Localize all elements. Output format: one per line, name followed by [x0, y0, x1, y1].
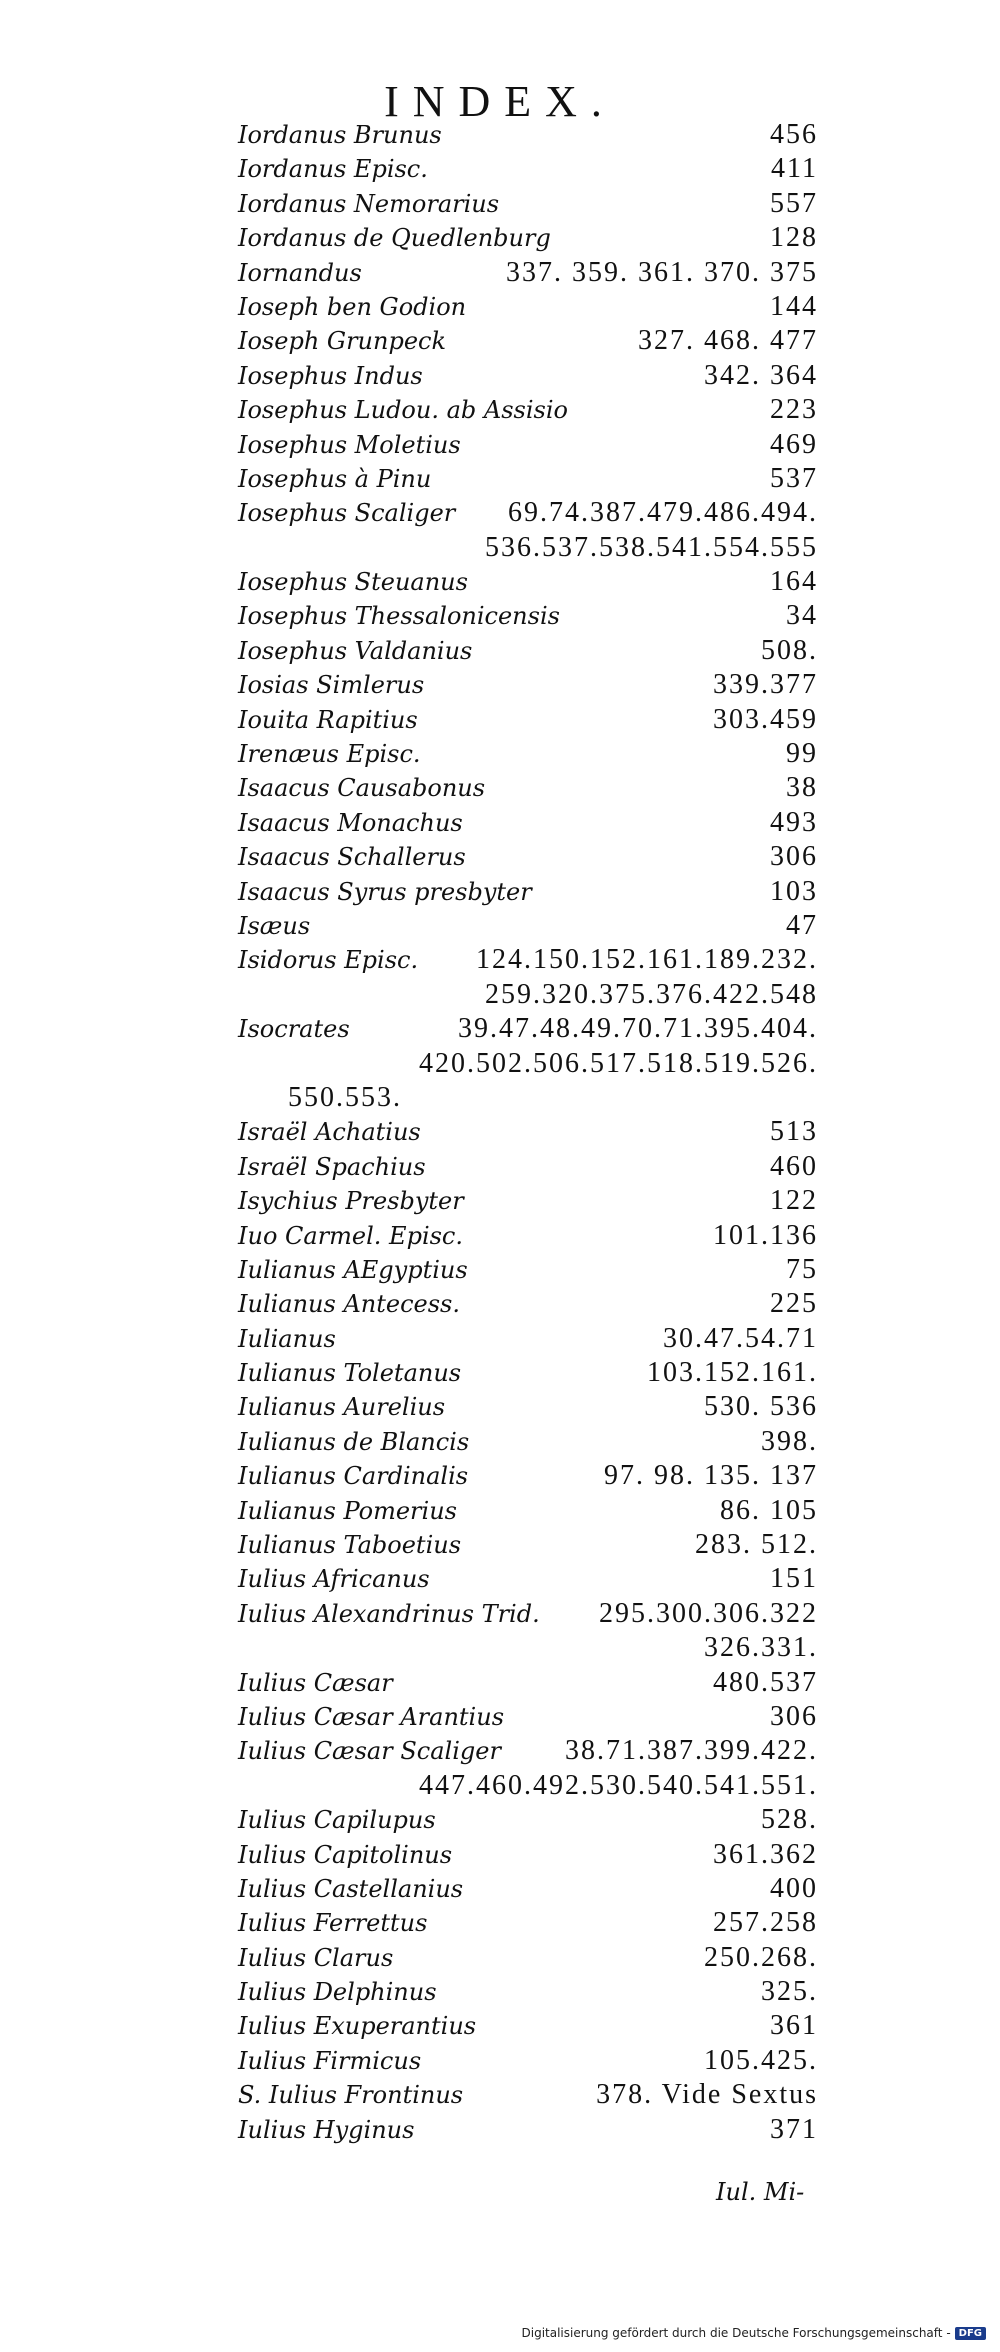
index-entry — [238, 428, 818, 462]
index-entry — [238, 1597, 818, 1631]
index-entry — [238, 359, 818, 393]
entry-name: Isaacus Monachus — [238, 808, 463, 837]
index-entry — [238, 1734, 818, 1768]
index-entry — [238, 634, 818, 668]
index-entry — [238, 703, 818, 737]
entry-pages: 105.425. — [704, 2044, 818, 2076]
entry-name: Iulius Cæsar Arantius — [238, 1702, 505, 1731]
entry-pages: 325. — [761, 1976, 818, 2008]
index-entry — [238, 1253, 818, 1287]
entry-name: Iulius Delphinus — [238, 1978, 437, 2007]
index-entry — [238, 1459, 818, 1493]
index-entry — [238, 1115, 818, 1149]
catchword: Iul. Mi- — [716, 2178, 805, 2206]
entry-name: Iordanus Brunus — [238, 121, 442, 149]
entry-name: Iulius Alexandrinus Trid. — [238, 1599, 540, 1628]
index-entry — [238, 2009, 818, 2043]
entry-name: Iornandus — [238, 258, 362, 287]
entry-pages: 164 — [770, 566, 818, 598]
index-continuation: 550.553. — [288, 1081, 402, 1113]
entry-name: Iulianus Cardinalis — [238, 1462, 469, 1491]
index-entry — [238, 393, 818, 427]
entry-name: Iulius Capilupus — [238, 1806, 436, 1835]
entry-pages: 508. — [761, 634, 818, 666]
index-entry — [238, 1012, 818, 1046]
index-entry — [238, 1322, 818, 1356]
entry-pages: 339.377 — [713, 669, 818, 701]
index-continuation: 259.320.375.376.422.548 — [485, 978, 818, 1010]
index-entry — [238, 2113, 818, 2147]
entry-pages: 303.459 — [713, 703, 818, 735]
entry-name: Ioseph Grunpeck — [238, 327, 447, 356]
entry-pages: 400 — [770, 1872, 818, 1904]
entry-name: Isæus — [238, 911, 311, 940]
index-entry — [238, 1906, 818, 1940]
entry-pages: 103.152.161. — [647, 1357, 818, 1389]
entry-pages: 47 — [786, 909, 818, 941]
entry-name: Iordanus de Quedlenburg — [238, 224, 551, 253]
entry-name: Isaacus Causabonus — [238, 774, 486, 803]
index-entry — [238, 496, 818, 530]
entry-pages: 306 — [770, 841, 818, 873]
entry-pages: 460 — [770, 1150, 818, 1182]
entry-pages: 469 — [770, 428, 818, 460]
index-entry — [238, 221, 818, 255]
entry-name: Iulianus Aurelius — [238, 1393, 446, 1422]
entry-pages: 283. 512. — [695, 1529, 818, 1561]
index-entry — [238, 1287, 818, 1321]
entry-pages: 411 — [771, 153, 818, 185]
entry-pages: 327. 468. 477 — [638, 325, 818, 357]
entry-pages: 250.268. — [704, 1941, 818, 1973]
entry-name: Iulius Capitolinus — [238, 1840, 453, 1869]
entry-pages: 75 — [786, 1253, 818, 1285]
entry-name: Iosephus Steuanus — [238, 568, 468, 597]
entry-name: Iosias Simlerus — [238, 671, 425, 700]
entry-name: Iosephus Ludou. ab Assisio — [238, 396, 568, 425]
entry-pages: 38 — [786, 772, 818, 804]
entry-pages: 151 — [770, 1563, 818, 1595]
footer-text: Digitalisierung gefördert durch die Deutsche Forschungsgemeinschaft - — [521, 2326, 951, 2340]
entry-pages: 124.150.152.161.189.232. — [476, 944, 818, 976]
entry-name: Ioseph ben Godion — [238, 292, 467, 321]
entry-name: Iosephus Scaliger — [238, 499, 456, 528]
dfg-logo-icon: DFG — [955, 2327, 986, 2340]
entry-pages: 122 — [770, 1185, 818, 1217]
entry-pages: 513 — [770, 1116, 818, 1148]
entry-pages: 528. — [761, 1804, 818, 1836]
index-entry — [238, 2044, 818, 2078]
entry-name: Iulianus AEgyptius — [238, 1255, 468, 1284]
entry-pages: 361.362 — [713, 1838, 818, 1870]
entry-name: Iordanus Nemorarius — [238, 189, 500, 218]
entry-name: Iulianus Taboetius — [238, 1531, 462, 1560]
entry-name: Isocrates — [238, 1015, 350, 1044]
entry-pages: 361 — [770, 2010, 818, 2042]
index-continuation: 326.331. — [704, 1632, 818, 1664]
index-entries — [238, 118, 818, 2147]
entry-name: Iosephus Indus — [238, 361, 423, 390]
entry-name: Iouita Rapitius — [238, 705, 418, 734]
entry-pages: 39.47.48.49.70.71.395.404. — [458, 1013, 818, 1045]
index-entry — [238, 806, 818, 840]
index-continuation: 447.460.492.530.540.541.551. — [419, 1769, 818, 1801]
entry-name: Iulianus — [238, 1324, 336, 1353]
entry-pages: 295.300.306.322 — [599, 1597, 818, 1629]
entry-name: Iulius Castellanius — [238, 1874, 464, 1903]
index-entry — [238, 1356, 818, 1390]
index-entry — [238, 1562, 818, 1596]
index-entry — [238, 256, 818, 290]
entry-name: Iosephus Valdanius — [238, 636, 473, 665]
entry-name: Iulius Clarus — [238, 1943, 394, 1972]
entry-name: Iulius Firmicus — [238, 2046, 422, 2075]
entry-name: Iulianus Antecess. — [238, 1290, 460, 1319]
index-entry — [238, 840, 818, 874]
entry-pages: 97. 98. 135. 137 — [604, 1460, 818, 1492]
index-entry — [238, 1494, 818, 1528]
index-entry — [238, 1184, 818, 1218]
entry-pages: 225 — [770, 1288, 818, 1320]
entry-pages: 398. — [761, 1425, 818, 1457]
index-entry — [238, 187, 818, 221]
entry-name: Iulius Hyginus — [238, 2115, 415, 2144]
entry-name: Isidorus Episc. — [238, 946, 419, 975]
index-entry — [238, 324, 818, 358]
index-entry — [238, 1390, 818, 1424]
entry-pages: 30.47.54.71 — [663, 1322, 818, 1354]
entry-pages: 537 — [770, 462, 818, 494]
index-entry — [238, 1700, 818, 1734]
entry-pages: 34 — [786, 600, 818, 632]
index-entry — [238, 1838, 818, 1872]
index-entry — [238, 599, 818, 633]
index-entry — [238, 1219, 818, 1253]
index-entry — [238, 1425, 818, 1459]
entry-pages: 456 — [770, 119, 818, 150]
index-entry — [238, 118, 818, 152]
entry-pages: 371 — [770, 2113, 818, 2145]
index-entry — [238, 1666, 818, 1700]
entry-name: Iulianus de Blancis — [238, 1427, 470, 1456]
entry-pages: 223 — [770, 394, 818, 426]
index-entry — [238, 943, 818, 977]
entry-name: Iulius Africanus — [238, 1565, 430, 1594]
index-entry — [238, 462, 818, 496]
entry-pages: 101.136 — [713, 1219, 818, 1251]
index-entry — [238, 771, 818, 805]
entry-name: Iulius Exuperantius — [238, 2012, 477, 2041]
index-entry — [238, 1872, 818, 1906]
entry-name: Israël Achatius — [238, 1118, 421, 1147]
index-continuation: 536.537.538.541.554.555 — [485, 531, 818, 563]
entry-pages: 342. 364 — [704, 359, 818, 391]
entry-name: Iosephus à Pinu — [238, 464, 432, 493]
entry-pages: 493 — [770, 806, 818, 838]
entry-pages: 69.74.387.479.486.494. — [508, 497, 818, 529]
entry-pages: 99 — [786, 738, 818, 770]
index-entry — [238, 152, 818, 186]
entry-pages: 86. 105 — [720, 1494, 818, 1526]
index-entry — [238, 2078, 818, 2112]
index-entry — [238, 290, 818, 324]
entry-pages: 306 — [770, 1700, 818, 1732]
entry-name: Iuo Carmel. Episc. — [238, 1221, 463, 1250]
entry-pages: 128 — [770, 222, 818, 254]
index-continuation: 420.502.506.517.518.519.526. — [419, 1047, 818, 1079]
entry-pages: 557 — [770, 187, 818, 219]
index-entry — [238, 1975, 818, 2009]
index-entry — [238, 1803, 818, 1837]
entry-pages: 530. 536 — [704, 1391, 818, 1423]
entry-name: Iulius Cæsar Scaliger — [238, 1737, 501, 1766]
entry-pages: 480.537 — [713, 1666, 818, 1698]
index-entry — [238, 668, 818, 702]
index-entry — [238, 737, 818, 771]
index-entry — [238, 565, 818, 599]
footer — [522, 2326, 987, 2340]
index-entry — [238, 909, 818, 943]
entry-name: Iosephus Moletius — [238, 430, 461, 459]
page-title: INDEX. — [384, 77, 616, 126]
index-entry — [238, 1528, 818, 1562]
entry-name: Iulius Cæsar — [238, 1668, 393, 1697]
entry-pages: 378. Vide Sextus — [596, 2079, 818, 2111]
entry-name: Iulianus Toletanus — [238, 1359, 462, 1388]
entry-name: S. Iulius Frontinus — [238, 2081, 464, 2110]
entry-pages: 257.258 — [713, 1907, 818, 1939]
entry-name: Irenæus Episc. — [238, 740, 421, 769]
index-entry — [238, 1941, 818, 1975]
entry-name: Iordanus Episc. — [238, 155, 428, 184]
entry-name: Isaacus Syrus presbyter — [238, 877, 532, 906]
entry-pages: 38.71.387.399.422. — [565, 1735, 818, 1767]
entry-name: Isychius Presbyter — [238, 1187, 464, 1216]
entry-name: Iosephus Thessalonicensis — [238, 602, 560, 631]
entry-pages: 144 — [770, 290, 818, 322]
index-entry — [238, 875, 818, 909]
entry-pages: 103 — [770, 875, 818, 907]
entry-name: Iulianus Pomerius — [238, 1496, 457, 1525]
index-entry — [238, 1150, 818, 1184]
entry-name: Iulius Ferrettus — [238, 1909, 428, 1938]
entry-pages: 337. 359. 361. 370. 375 — [506, 256, 818, 288]
entry-name: Israël Spachius — [238, 1152, 426, 1181]
entry-name: Isaacus Schallerus — [238, 843, 466, 872]
